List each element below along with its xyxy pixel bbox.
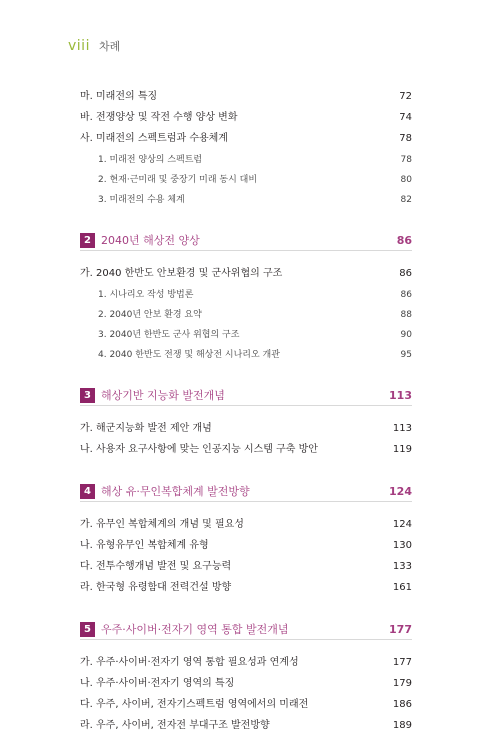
toc-section-heading[interactable] xyxy=(80,385,412,406)
toc-entry[interactable] xyxy=(80,112,412,133)
entry-page-number: 78 xyxy=(400,155,412,165)
entry-page-number: 133 xyxy=(392,561,412,572)
page-number: viii xyxy=(68,38,90,54)
entry-title: 2. 2040년 안보 환경 요약 xyxy=(98,310,202,320)
table-of-contents xyxy=(80,91,412,741)
entry-title: 1. 미래전 양상의 스펙트럼 xyxy=(98,155,203,165)
entry-page-number: 80 xyxy=(400,175,412,185)
entry-title: 다. 전투수행개념 발전 및 요구능력 xyxy=(80,561,232,572)
toc-section-heading[interactable] xyxy=(80,619,412,640)
entry-page-number: 177 xyxy=(392,657,412,668)
entry-title: 가. 우주·사이버·전자기 영역 통합 필요성과 연계성 xyxy=(80,657,299,668)
entry-page-number: 86 xyxy=(400,290,412,300)
toc-entry[interactable] xyxy=(80,582,412,603)
section-title: 해상기반 지능화 발전개념 xyxy=(101,389,225,402)
entry-title: 나. 유형유무인 복합체계 유형 xyxy=(80,540,209,551)
toc-entry[interactable] xyxy=(80,561,412,582)
toc-section-heading[interactable] xyxy=(80,481,412,502)
entry-page-number: 189 xyxy=(392,720,412,731)
toc-entry[interactable] xyxy=(80,519,412,540)
toc-entry[interactable] xyxy=(80,91,412,112)
entry-page-number: 78 xyxy=(399,133,412,144)
entry-title: 가. 유무인 복합체계의 개념 및 필요성 xyxy=(80,519,244,530)
toc-subentry[interactable] xyxy=(80,329,412,349)
entry-title: 사. 미래전의 스펙트럼과 수용체계 xyxy=(80,133,228,144)
toc-entry[interactable] xyxy=(80,540,412,561)
entry-page-number: 161 xyxy=(392,582,412,593)
entry-page-number: 179 xyxy=(392,678,412,689)
entry-page-number: 186 xyxy=(392,699,412,710)
entry-page-number: 130 xyxy=(392,540,412,551)
section-number-badge: 4 xyxy=(80,484,95,499)
entry-title: 라. 한국형 유령함대 전력건설 방향 xyxy=(80,582,232,593)
toc-subentry[interactable] xyxy=(80,289,412,309)
entry-title: 가. 2040 한반도 안보환경 및 군사위협의 구조 xyxy=(80,268,283,279)
entry-page-number: 124 xyxy=(392,519,412,530)
entry-page-number: 88 xyxy=(400,310,412,320)
toc-entry[interactable] xyxy=(80,699,412,720)
entry-title: 라. 우주, 사이버, 전자전 부대구조 발전방향 xyxy=(80,720,270,731)
toc-entry[interactable] xyxy=(80,657,412,678)
section-title: 우주·사이버·전자기 영역 통합 발전개념 xyxy=(101,623,289,636)
entry-title: 마. 미래전의 특징 xyxy=(80,91,158,102)
section-page-number: 124 xyxy=(389,485,412,498)
entry-title: 나. 우주·사이버·전자기 영역의 특징 xyxy=(80,678,235,689)
entry-title: 1. 시나리오 작성 방법론 xyxy=(98,290,194,300)
section-page-number: 113 xyxy=(389,389,412,402)
toc-entry[interactable] xyxy=(80,423,412,444)
entry-page-number: 74 xyxy=(399,112,412,123)
toc-subentry[interactable] xyxy=(80,154,412,174)
entry-page-number: 90 xyxy=(400,330,412,340)
toc-subentry[interactable] xyxy=(80,194,412,214)
section-number-badge: 3 xyxy=(80,388,95,403)
entry-page-number: 95 xyxy=(400,350,412,360)
section-title: 해상 유·무인복합체계 발전방향 xyxy=(101,485,250,498)
toc-section-heading[interactable] xyxy=(80,230,412,251)
entry-title: 나. 사용자 요구사항에 맞는 인공지능 시스템 구축 방안 xyxy=(80,444,318,455)
section-title: 2040년 해상전 양상 xyxy=(101,234,200,247)
entry-title: 3. 미래전의 수용 체계 xyxy=(98,195,185,205)
entry-page-number: 86 xyxy=(399,268,412,279)
entry-title: 가. 해군지능화 발전 제안 개념 xyxy=(80,423,212,434)
entry-page-number: 72 xyxy=(399,91,412,102)
entry-page-number: 119 xyxy=(392,444,412,455)
toc-entry[interactable] xyxy=(80,444,412,465)
section-number-badge: 5 xyxy=(80,622,95,637)
entry-title: 다. 우주, 사이버, 전자기스펙트럼 영역에서의 미래전 xyxy=(80,699,309,710)
section-number-badge: 2 xyxy=(80,233,95,248)
section-page-number: 177 xyxy=(389,623,412,636)
toc-subentry[interactable] xyxy=(80,309,412,329)
entry-title: 4. 2040 한반도 전쟁 및 해상전 시나리오 개관 xyxy=(98,350,280,360)
entry-title: 3. 2040년 한반도 군사 위협의 구조 xyxy=(98,330,240,340)
toc-subentry[interactable] xyxy=(80,349,412,369)
entry-page-number: 113 xyxy=(392,423,412,434)
toc-entry[interactable] xyxy=(80,133,412,154)
entry-title: 2. 현재·근미래 및 중장기 미래 동시 대비 xyxy=(98,175,258,185)
toc-entry[interactable] xyxy=(80,268,412,289)
section-page-number: 86 xyxy=(396,234,412,247)
toc-entry[interactable] xyxy=(80,678,412,699)
entry-title: 바. 전쟁양상 및 작전 수행 양상 변화 xyxy=(80,112,238,123)
running-header xyxy=(68,38,120,54)
toc-subentry[interactable] xyxy=(80,174,412,194)
entry-page-number: 82 xyxy=(400,195,412,205)
header-title: 차례 xyxy=(98,40,121,53)
toc-entry[interactable] xyxy=(80,720,412,741)
